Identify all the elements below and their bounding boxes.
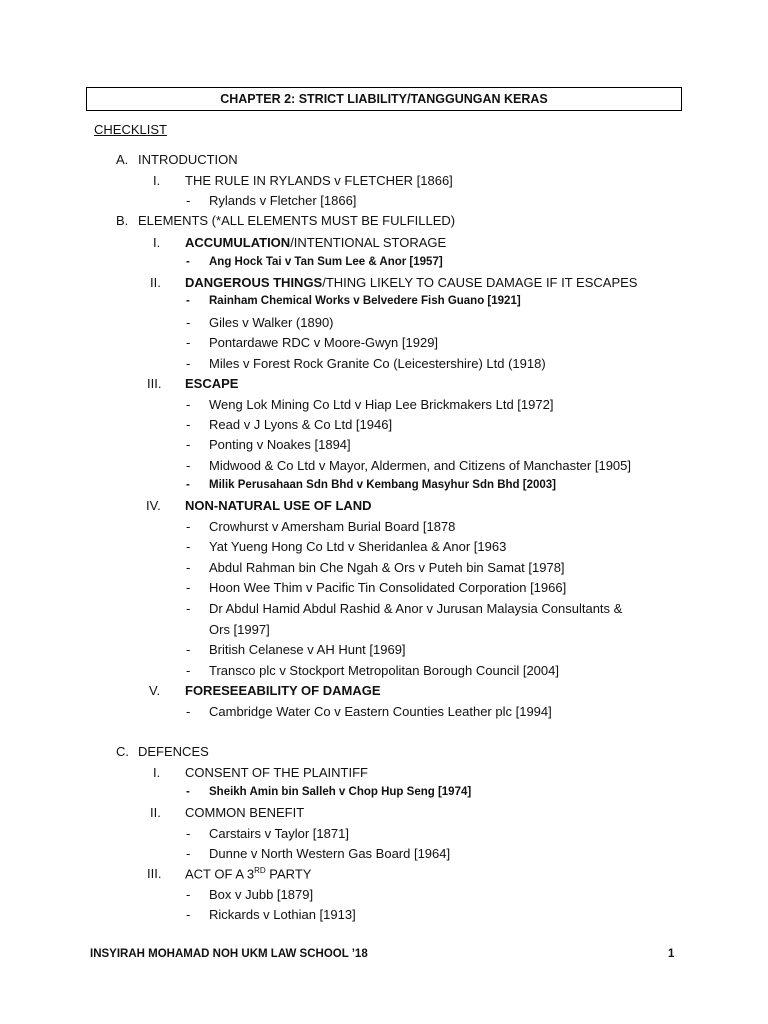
sub-label-suffix: PARTY — [265, 866, 312, 882]
sub-label: /INTENTIONAL STORAGE — [290, 235, 447, 250]
section-label: INTRODUCTION — [138, 152, 238, 167]
sub-label: COMMON BENEFIT — [185, 805, 305, 820]
sub-bold-label: ACCUMULATION — [185, 235, 291, 250]
case-dash: - — [186, 846, 191, 861]
section-c — [116, 744, 209, 759]
case-label: Pontardawe RDC v Moore-Gwyn [1929] — [209, 335, 439, 350]
case-item — [186, 560, 565, 575]
sub-bold-label: DANGEROUS THINGS — [185, 275, 323, 290]
case-item — [186, 479, 556, 491]
sub-bold-label: ESCAPE — [185, 376, 239, 391]
case-item — [186, 315, 334, 330]
case-dash: - — [186, 704, 191, 719]
case-item — [186, 907, 356, 922]
case-label: Sheikh Amin bin Salleh v Chop Hup Seng [1974] — [209, 786, 472, 798]
case-item — [186, 580, 567, 595]
sub-bold-label: NON-NATURAL USE OF LAND — [185, 498, 372, 513]
case-item — [186, 397, 554, 412]
footer-author: INSYIRAH MOHAMAD NOH UKM LAW SCHOOL ’18 — [90, 948, 368, 960]
case-item — [186, 193, 357, 208]
sub-item — [153, 765, 368, 780]
case-item — [186, 704, 552, 719]
chapter-title: CHAPTER 2: STRICT LIABILITY/TANGGUNGAN KERAS — [86, 87, 682, 111]
section-marker: C. — [116, 744, 129, 759]
case-label: Rainham Chemical Works v Belvedere Fish Guano [1921] — [209, 295, 521, 307]
case-item — [186, 458, 631, 473]
sub-marker: III. — [147, 866, 162, 881]
sub-item — [147, 866, 312, 882]
case-dash: - — [186, 519, 191, 534]
section-b — [116, 213, 456, 228]
case-item — [186, 335, 439, 350]
case-dash: - — [186, 315, 191, 330]
sub-marker: I. — [153, 765, 161, 780]
case-item — [186, 356, 546, 371]
sub-item — [149, 683, 381, 698]
case-dash: - — [186, 437, 191, 452]
sub-superscript: RD — [254, 866, 266, 875]
sub-marker: I. — [153, 173, 161, 188]
sub-item — [153, 235, 447, 250]
case-label: Midwood & Co Ltd v Mayor, Aldermen, and Citizens of Manchaster [1905] — [209, 458, 631, 473]
case-label: Miles v Forest Rock Granite Co (Leicestershire) Ltd (1918) — [209, 356, 546, 371]
sub-item — [147, 376, 239, 391]
section-label: DEFENCES — [138, 744, 209, 759]
sub-label: CONSENT OF THE PLAINTIFF — [185, 765, 368, 780]
case-dash: - — [186, 193, 191, 208]
case-dash: - — [186, 335, 191, 350]
section-marker: B. — [116, 213, 129, 228]
case-label: Ors [1997] — [209, 622, 270, 637]
case-label: Giles v Walker (1890) — [209, 315, 334, 330]
case-dash: - — [186, 479, 190, 491]
page-number: 1 — [668, 948, 675, 960]
case-item — [186, 519, 456, 534]
case-label: Crowhurst v Amersham Burial Board [1878 — [209, 519, 456, 534]
sub-bold-label: FORESEEABILITY OF DAMAGE — [185, 683, 381, 698]
case-dash: - — [186, 826, 191, 841]
case-label: Dr Abdul Hamid Abdul Rashid & Anor v Jurusan Malaysia Consultants & — [209, 601, 623, 616]
case-dash: - — [186, 356, 191, 371]
sub-item — [153, 173, 453, 188]
case-item — [186, 642, 406, 657]
case-item — [186, 256, 443, 268]
case-label: Dunne v North Western Gas Board [1964] — [209, 846, 451, 861]
sub-marker: II. — [150, 805, 161, 820]
case-dash: - — [186, 295, 190, 307]
sub-item — [150, 805, 305, 820]
sub-marker: IV. — [146, 498, 161, 513]
case-item — [186, 846, 451, 861]
case-item — [186, 887, 314, 902]
case-item — [186, 663, 559, 678]
case-dash: - — [186, 417, 191, 432]
case-dash: - — [186, 907, 191, 922]
case-item — [186, 417, 393, 432]
case-label: Transco plc v Stockport Metropolitan Borough Council [2004] — [209, 663, 559, 678]
case-label: Abdul Rahman bin Che Ngah & Ors v Puteh bin Samat [1978] — [209, 560, 565, 575]
section-label: ELEMENTS (*ALL ELEMENTS MUST BE FULFILLED) — [138, 213, 456, 228]
case-item — [186, 437, 351, 452]
sub-label: /THING LIKELY TO CAUSE DAMAGE IF IT ESCAPES — [322, 275, 638, 290]
case-dash: - — [186, 560, 191, 575]
section-marker: A. — [116, 152, 129, 167]
sub-marker: II. — [150, 275, 161, 290]
case-item — [186, 601, 623, 616]
case-label: Box v Jubb [1879] — [209, 887, 314, 902]
case-dash: - — [186, 539, 191, 554]
case-item — [186, 295, 521, 307]
sub-label: ACT OF A 3 — [185, 866, 255, 882]
case-dash: - — [186, 663, 191, 678]
case-dash: - — [186, 786, 190, 798]
sub-marker: I. — [153, 235, 161, 250]
sub-label: THE RULE IN RYLANDS v FLETCHER [1866] — [185, 173, 453, 188]
case-dash: - — [186, 601, 191, 616]
case-label: Weng Lok Mining Co Ltd v Hiap Lee Brickmakers Ltd [1972] — [209, 397, 554, 412]
sub-item — [150, 275, 638, 290]
case-label: Hoon Wee Thim v Pacific Tin Consolidated Corporation [1966] — [209, 580, 567, 595]
sub-marker: V. — [149, 683, 161, 698]
case-label: Rickards v Lothian [1913] — [209, 907, 356, 922]
case-label: Ponting v Noakes [1894] — [209, 437, 351, 452]
section-a — [116, 152, 238, 167]
case-item — [186, 786, 472, 798]
case-label: Yat Yueng Hong Co Ltd v Sheridanlea & Anor [1963 — [209, 539, 507, 554]
case-dash: - — [186, 580, 191, 595]
case-label: Cambridge Water Co v Eastern Counties Leather plc [1994] — [209, 704, 552, 719]
sub-marker: III. — [147, 376, 162, 391]
case-label: Ang Hock Tai v Tan Sum Lee & Anor [1957] — [209, 256, 443, 268]
case-label: Carstairs v Taylor [1871] — [209, 826, 349, 841]
case-label: Read v J Lyons & Co Ltd [1946] — [209, 417, 393, 432]
case-dash: - — [186, 642, 191, 657]
case-dash: - — [186, 458, 191, 473]
case-label: British Celanese v AH Hunt [1969] — [209, 642, 406, 657]
case-item — [186, 539, 507, 554]
case-label: Milik Perusahaan Sdn Bhd v Kembang Masyhur Sdn Bhd [2003] — [209, 479, 556, 491]
checklist-heading: CHECKLIST — [94, 122, 167, 137]
case-dash: - — [186, 397, 191, 412]
case-item-continuation — [209, 622, 270, 637]
sub-item — [146, 498, 372, 513]
case-dash: - — [186, 887, 191, 902]
case-item — [186, 826, 349, 841]
case-label: Rylands v Fletcher [1866] — [209, 193, 357, 208]
case-dash: - — [186, 256, 190, 268]
